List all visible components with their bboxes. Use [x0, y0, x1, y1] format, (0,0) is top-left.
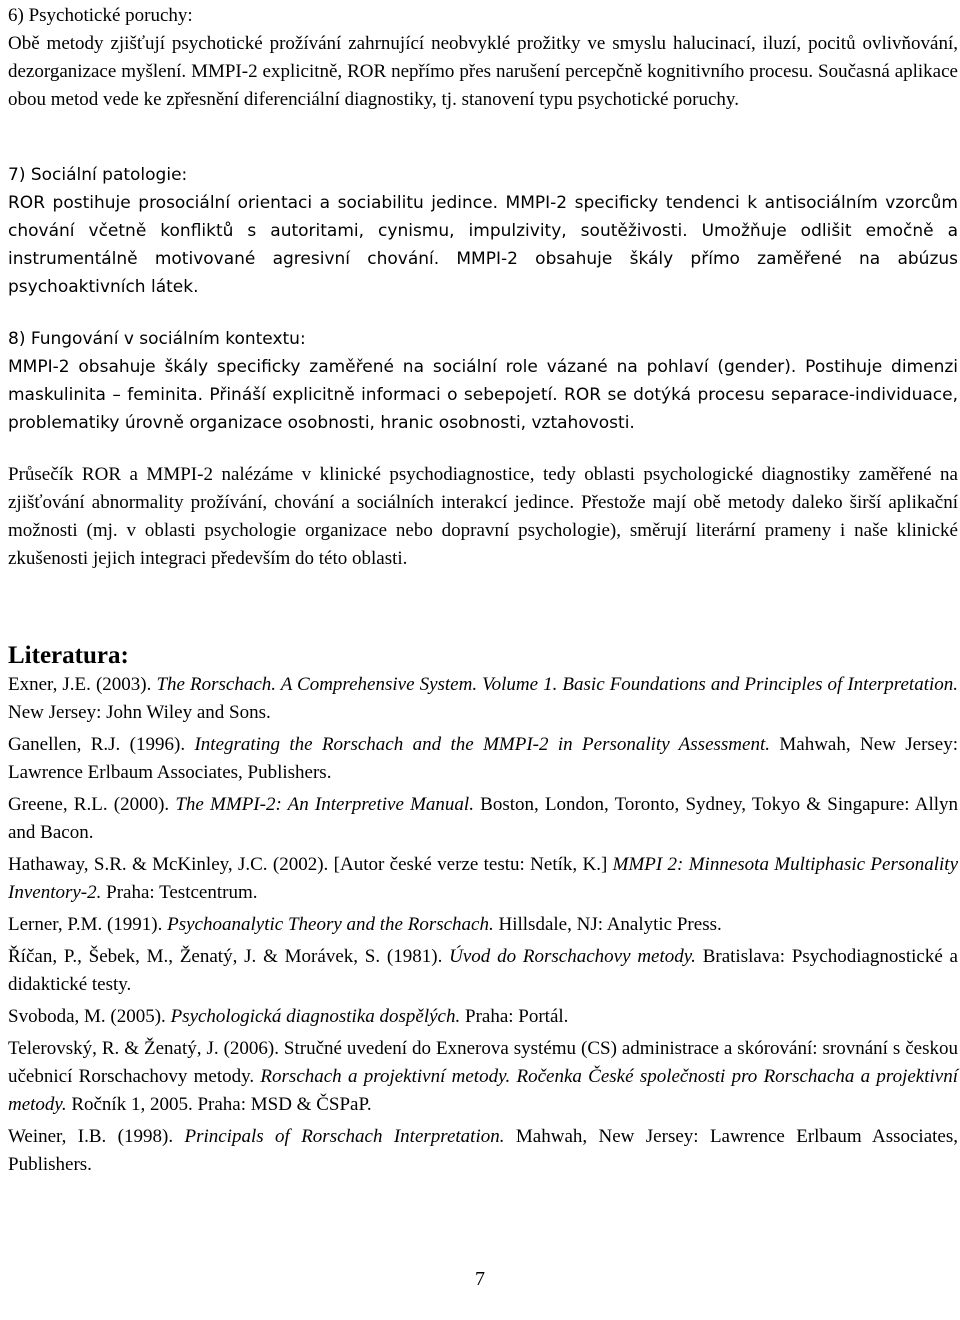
reference-list — [8, 671, 958, 1183]
section-heading: 6) Psychotické poruchy: — [8, 5, 193, 26]
reference-item: Ganellen, R.J. (1996). Integrating the Rorschach and the MMPI-2 in Personality Assessment. Mahwah, New Jersey: Lawrence Erlbaum Associates, Publishers. — [8, 734, 959, 783]
reference-item: Telerovský, R. & Ženatý, J. (2006). Stručné uvedení do Exnerova systému (CS) administrace a skórování: srovnání s českou učebnicí Rorschachovy metody. Rorschach a projektivní metody. Ročenka České společnosti pro Rorschacha a projektivní metody. Ročník 1, 2005. Praha: MSD & ČSPaP. — [8, 1038, 959, 1115]
section-heading: 7) Sociální patologie: — [8, 165, 188, 185]
reference-item: Hathaway, S.R. & McKinley, J.C. (2002). [Autor české verze testu: Netík, K.] MMPI 2: Minnesota Multiphasic Personality Inventory-2. Praha: Testcentrum. — [8, 854, 958, 903]
reference-item: Svoboda, M. (2005). Psychologická diagnostika dospělých. Praha: Portál. — [8, 1006, 569, 1027]
reference-item: Weiner, I.B. (1998). Principals of Rorschach Interpretation. Mahwah, New Jersey: Lawrence Erlbaum Associates, Publishers. — [8, 1126, 958, 1175]
section-social-pathology — [8, 161, 958, 301]
reference-item: Lerner, P.M. (1991). Psychoanalytic Theory and the Rorschach. Hillsdale, NJ: Analytic Press. — [8, 914, 722, 935]
section-social-context — [8, 325, 958, 437]
section-text: ROR postihuje prosociální orientaci a sociabilitu jedince. MMPI-2 specificky tendenci k antisociálním vzorcům chování včetně konfliktů s autoritami, cynismu, impulzivity, soutěživosti. Umožňuje odlišit emočně a instrumentálně motivované agresivní chování. MMPI-2 obsahuje škály přímo zaměřené na abúzus psychoaktivních látek. — [8, 193, 958, 297]
reference-item: Exner, J.E. (2003). The Rorschach. A Comprehensive System. Volume 1. Basic Foundations and Principles of Interpretation. New Jersey: John Wiley and Sons. — [8, 674, 958, 723]
reference-item: Greene, R.L. (2000). The MMPI-2: An Interpretive Manual. Boston, London, Toronto, Sydney, Tokyo & Singapure: Allyn and Bacon. — [8, 794, 959, 843]
literature-heading: Literatura: — [8, 642, 129, 669]
reference-item: Říčan, P., Šebek, M., Ženatý, J. & Morávek, S. (1981). Úvod do Rorschachovy metody. Bratislava: Psychodiagnostické a didaktické testy. — [8, 946, 958, 995]
section-text: MMPI-2 obsahuje škály specificky zaměřené na sociální role vázané na pohlaví (gender). Postihuje dimenzi maskulinita – feminita. Přináší explicitně informaci o sebepojetí. ROR se dotýká procesu separace-individuace, problematiky úrovně organizace osobnosti, hranic osobnosti, vztahovosti. — [8, 357, 958, 433]
closing-paragraph: Průsečík ROR a MMPI-2 nalézáme v klinické psychodiagnostice, tedy oblasti psychologické diagnostiky zaměřené na zjišťování abnormality prožívání, chování a sociálních interakcí jedince. Přestože mají obě metody daleko širší aplikační možnosti (mj. v oblasti psychologie organizace nebo dopravní psychologie), směrují literární prameny i naše klinické zkušenosti jejich integraci především do této oblasti. — [8, 464, 958, 569]
section-psychotic-disorders — [8, 2, 958, 114]
section-text: Obě metody zjišťují psychotické prožívání zahrnující neobvyklé prožitky ve smyslu halucinací, iluzí, pocitů ovlivňování, dezorganizace myšlení. MMPI-2 explicitně, ROR nepřímo přes narušení percepčně kognitivního procesu. Současná aplikace obou metod vede ke zpřesnění diferenciální diagnostiky, tj. stanovení typu psychotické poruchy. — [8, 33, 958, 110]
page-number: 7 — [475, 1268, 485, 1290]
section-heading: 8) Fungování v sociálním kontextu: — [8, 329, 306, 349]
